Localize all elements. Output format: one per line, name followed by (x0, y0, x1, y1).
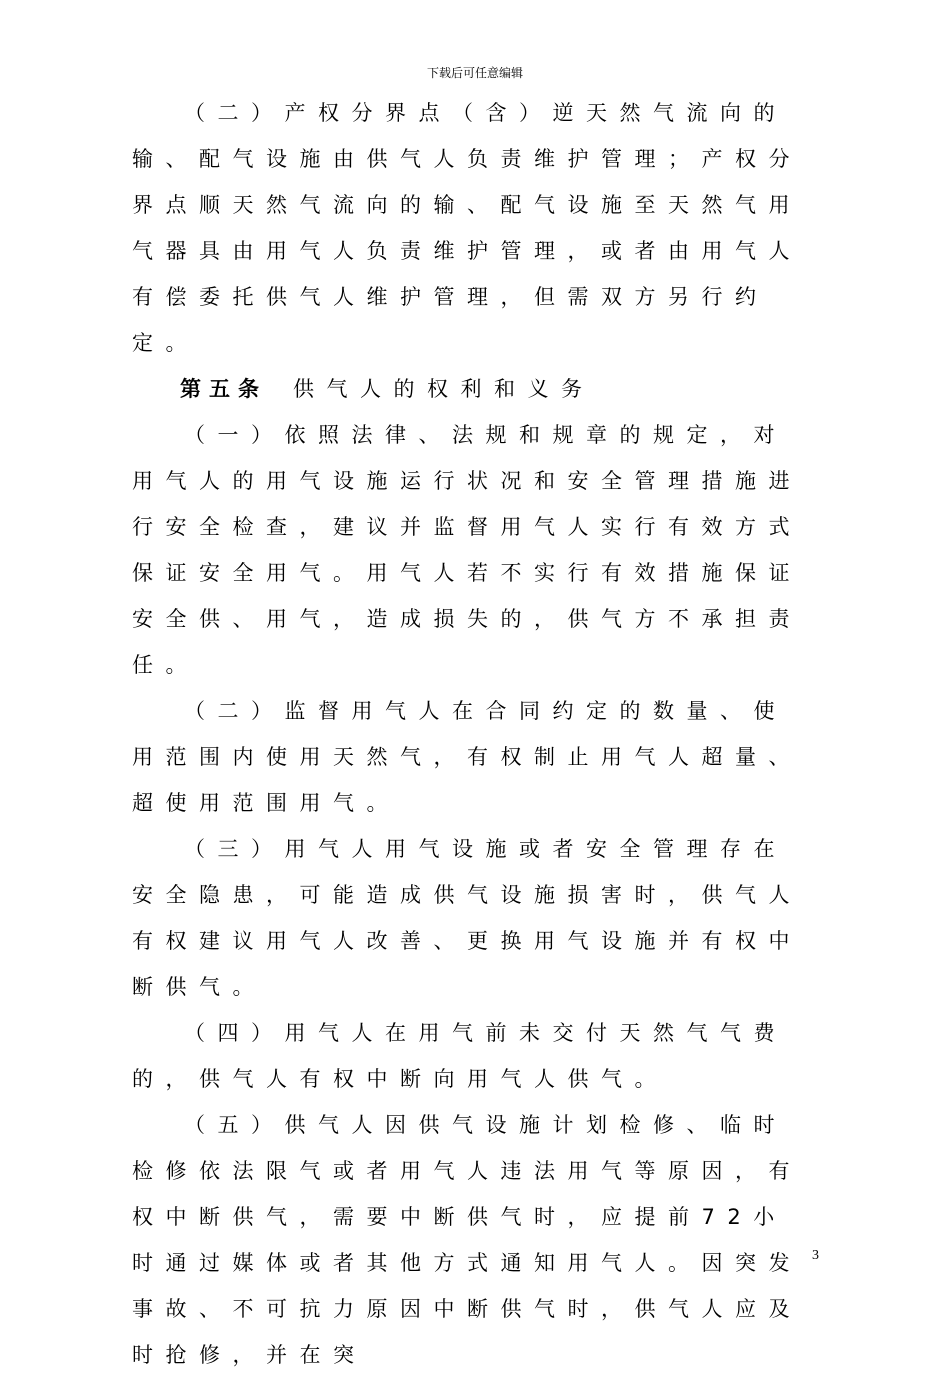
paragraph-item-4: （四）用气人在用气前未交付天然气气费的，供气人有权中断向用气人供气。 (132, 1021, 787, 1091)
page-number: 3 (812, 1248, 819, 1263)
article-title: 供气人的权利和义务 (293, 377, 595, 401)
paragraph-property-boundary: （二）产权分界点（含）逆天然气流向的输、配气设施由供气人负责维护管理；产权分界点顺天然气流向的输、配气设施至天然气用气器具由用气人负责维护管理，或者由用气人有偿委托供气人维护管理，但需双方另行约定。 (132, 101, 802, 355)
paragraph-item-5: （五）供气人因供气设施计划检修、临时检修依法限气或者用气人违法用气等原因，有权中断供气，需要中断供气时，应提前72小时通过媒体或者其他方式通知用气人。因突发事故、不可抗力原因中断供气时，供气人应及时抢修，并在突 (132, 1113, 802, 1367)
page-header: 下载后可任意编辑 (426, 66, 523, 80)
document-body (132, 90, 812, 1378)
article-heading (132, 366, 812, 412)
paragraph-item-2: （二）监督用气人在合同约定的数量、使用范围内使用天然气，有权制止用气人超量、超使用范围用气。 (132, 699, 802, 815)
article-number: 第五条 (180, 377, 267, 401)
paragraph-item-3: （三）用气人用气设施或者安全管理存在安全隐患，可能造成供气设施损害时，供气人有权建议用气人改善、更换用气设施并有权中断供气。 (132, 837, 802, 999)
paragraph-item-1: （一）依照法律、法规和规章的规定，对用气人的用气设施运行状况和安全管理措施进行安全检查，建议并监督用气人实行有效方式保证安全用气。用气人若不实行有效措施保证安全供、用气，造成损失的，供气方不承担责任。 (132, 423, 802, 677)
